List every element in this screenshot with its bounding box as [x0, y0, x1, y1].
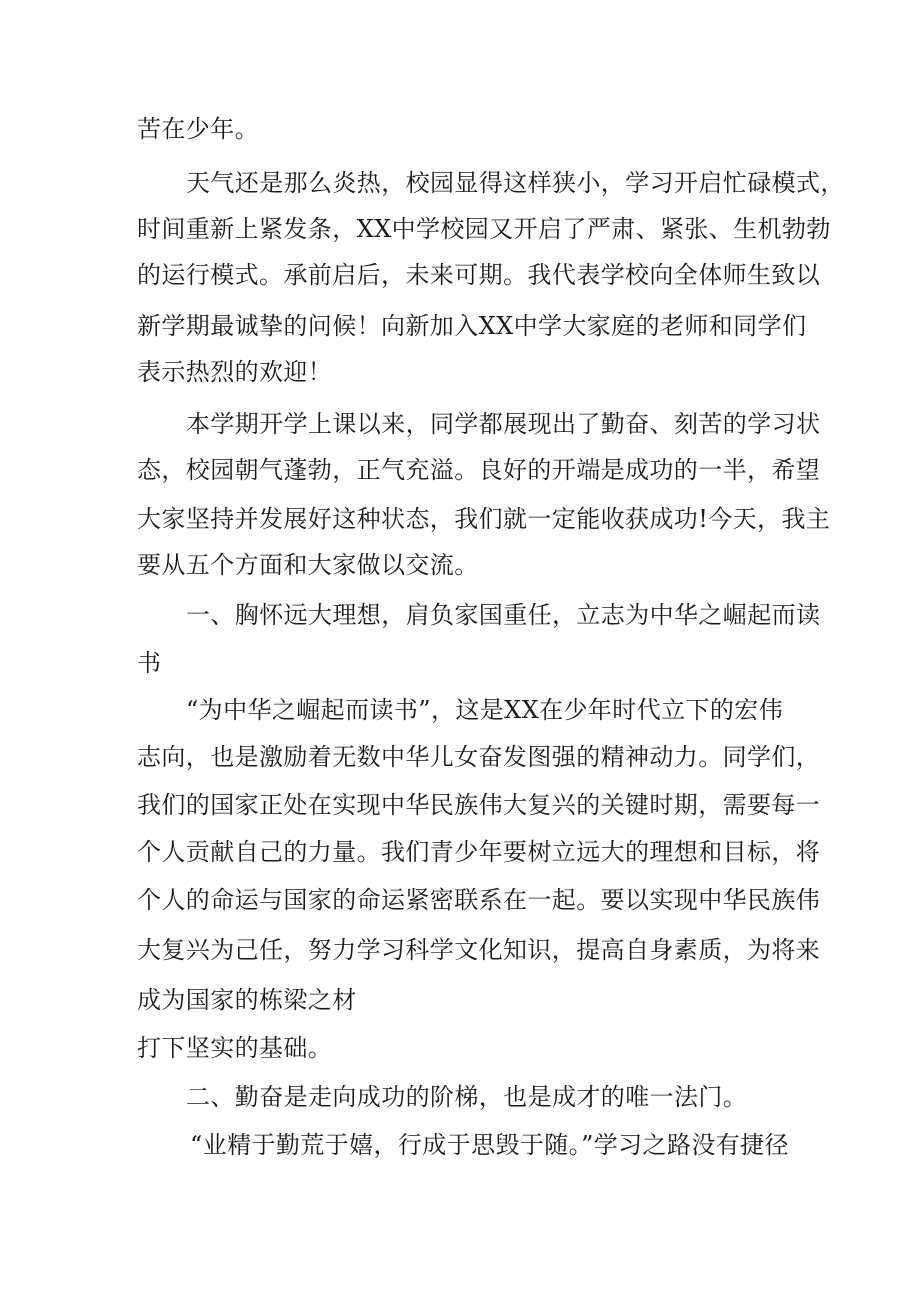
section-heading: 二、勤奋是走向成功的阶梯，也是成才的唯一法门。: [186, 1083, 748, 1111]
text-line: “业精于勤荒于嬉，行成于思毁于随。”学习之路没有捷径: [190, 1131, 789, 1159]
text-line: 个人贡献自己的力量。我们青少年要树立远大的理想和目标，将: [137, 838, 821, 866]
text-line: 本学期开学上课以来，同学都展现出了勤奋、刻苦的学习状: [186, 410, 821, 438]
text-line: 我们的国家正处在实现中华民族伟大复兴的关键时期，需要每一: [137, 791, 821, 819]
text-line: 苦在少年。: [137, 115, 259, 143]
text-line: 志向，也是激励着无数中华儿女奋发图强的精神动力。同学们，: [137, 743, 821, 771]
section-heading: 书: [137, 649, 162, 677]
text-line: 大家坚持并发展好这种状态，我们就一定能收获成功!今天，我主: [137, 505, 831, 533]
text-line: 打下坚实的基础。: [137, 1034, 333, 1062]
text-line: 表示热烈的欢迎！: [137, 358, 333, 386]
section-heading: 一、胸怀远大理想，肩负家国重任，立志为中华之崛起而读: [186, 601, 821, 629]
text-line: 的运行模式。承前启后，未来可期。我代表学校向全体师生致以: [137, 261, 821, 289]
text-line: 个人的命运与国家的命运紧密联系在一起。要以实现中华民族伟: [137, 886, 821, 914]
text-line: 成为国家的栋梁之材: [137, 986, 357, 1014]
text-line: 大复兴为己任，努力学习科学文化知识，提高自身素质，为将来: [137, 936, 821, 964]
text-line: 天气还是那么炎热，校园显得这样狭小，学习开启忙碌模式，: [186, 169, 845, 197]
text-line: 要从五个方面和大家做以交流。: [137, 551, 479, 579]
text-line: “为中华之崛起而读书”，这是XX在少年时代立下的宏伟: [186, 696, 784, 724]
text-line: 新学期最诚挚的问候！向新加入XX中学大家庭的老师和同学们: [137, 312, 807, 340]
text-line: 时间重新上紧发条，XX中学校园又开启了严肃、紧张、生机勃勃: [137, 215, 831, 243]
text-line: 态，校园朝气蓬勃，正气充溢。良好的开端是成功的一半，希望: [137, 456, 821, 484]
